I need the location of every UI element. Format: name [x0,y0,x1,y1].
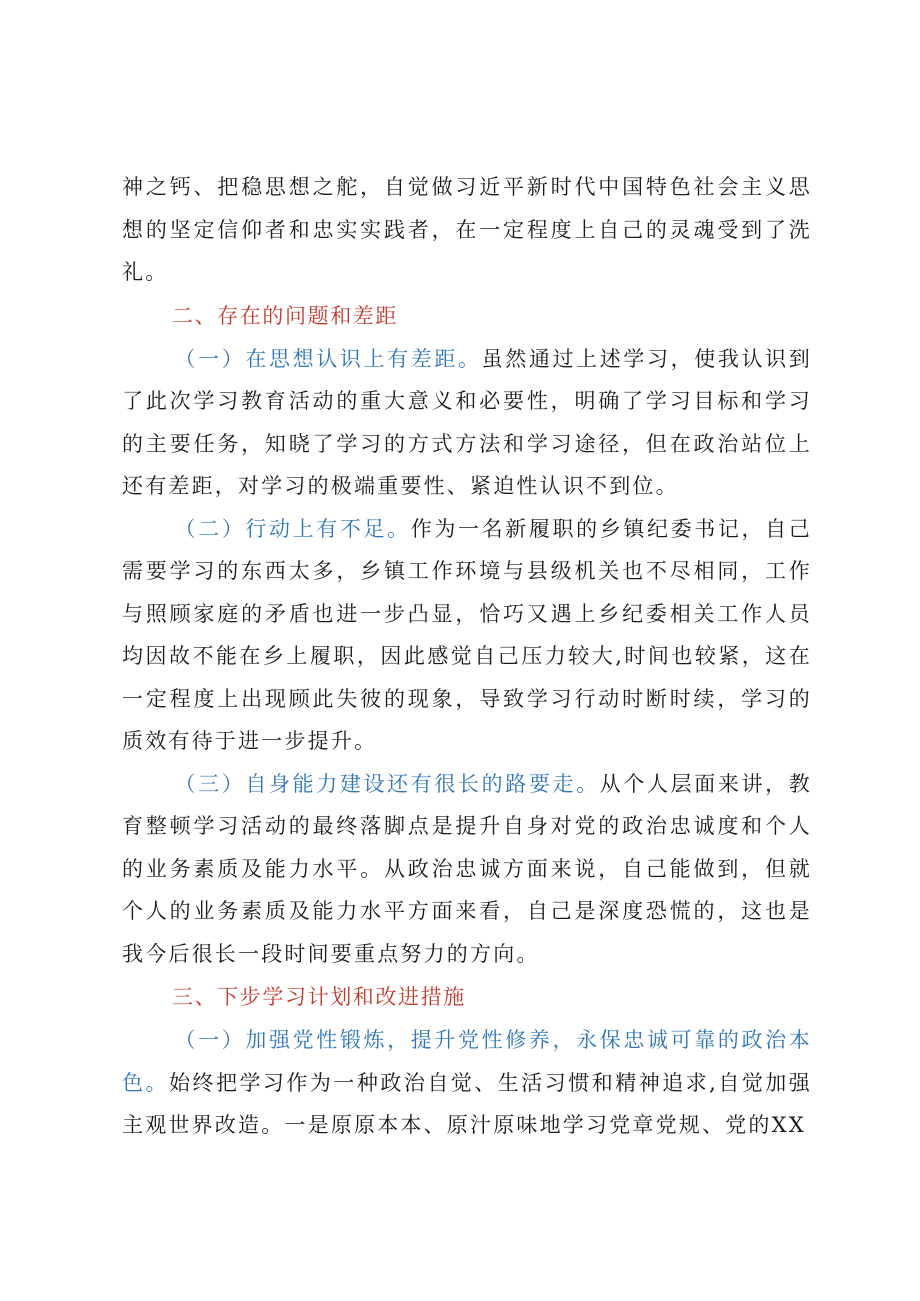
subheading-text: （一）在思想认识上有差距。 [174,346,482,371]
paragraph-text: 虽然通过上述学习，使我认识到了此次学习教育活动的重大意义和必要性，明确了学习目标和学习的主要任务，知晓了学习的方式方法和学习途径，但在政治站位上还有差距，对学习的极端重要性、紧迫性认识不到位。 [122,346,812,498]
paragraph-continued [122,166,812,294]
paragraph-text: 神之钙、把稳思想之舵，自觉做习近平新时代中国特色社会主义思想的坚定信仰者和忠实实践者，在一定程度上自己的灵魂受到了洗礼。 [122,175,812,284]
paragraph-text: 始终把学习作为一种政治自觉、生活习惯和精神追求,自觉加强主观世界改造。一是原原本本、原汁原味地学习党章党规、党的XX [122,1070,812,1137]
section-heading-plans: 三、下步学习计划和改进措施 [172,985,466,1009]
paragraph-problem-3 [122,763,812,976]
subheading-text: （二）行动上有不足。 [174,516,411,541]
paragraph-problem-2 [122,508,812,763]
paragraph-plan-1 [122,1019,812,1147]
section-heading-problems: 二、存在的问题和差距 [172,303,398,328]
subheading-text: （三）自身能力建设还有很长的路要走。 [174,771,600,796]
paragraph-problem-1 [122,338,812,508]
document-body [122,166,812,1147]
paragraph-text: 作为一名新履职的乡镇纪委书记，自己需要学习的东西太多，乡镇工作环境与县级机关也不尽相同，工作与照顾家庭的矛盾也进一步凸显，恰巧又遇上乡纪委相关工作人员均因故不能在乡上履职，因此感觉自己压力较大,时间也较紧，这在一定程度上出现顾此失彼的现象，导致学习行动时断时续，学习的质效有待于进一步提升。 [122,516,813,753]
subheading-text: （一）加强党性锻炼，提升党性修养，永保忠诚可靠的政治本色。 [122,1028,812,1095]
paragraph-text: 从个人层面来讲，教育整顿学习活动的最终落脚点是提升自身对党的政治忠诚度和个人的业务素质及能力水平。从政治忠诚方面来说，自己能做到，但就个人的业务素质及能力水平方面来看，自己是深度恐慌的，这也是我今后很长一段时间要重点努力的方向。 [122,771,812,966]
